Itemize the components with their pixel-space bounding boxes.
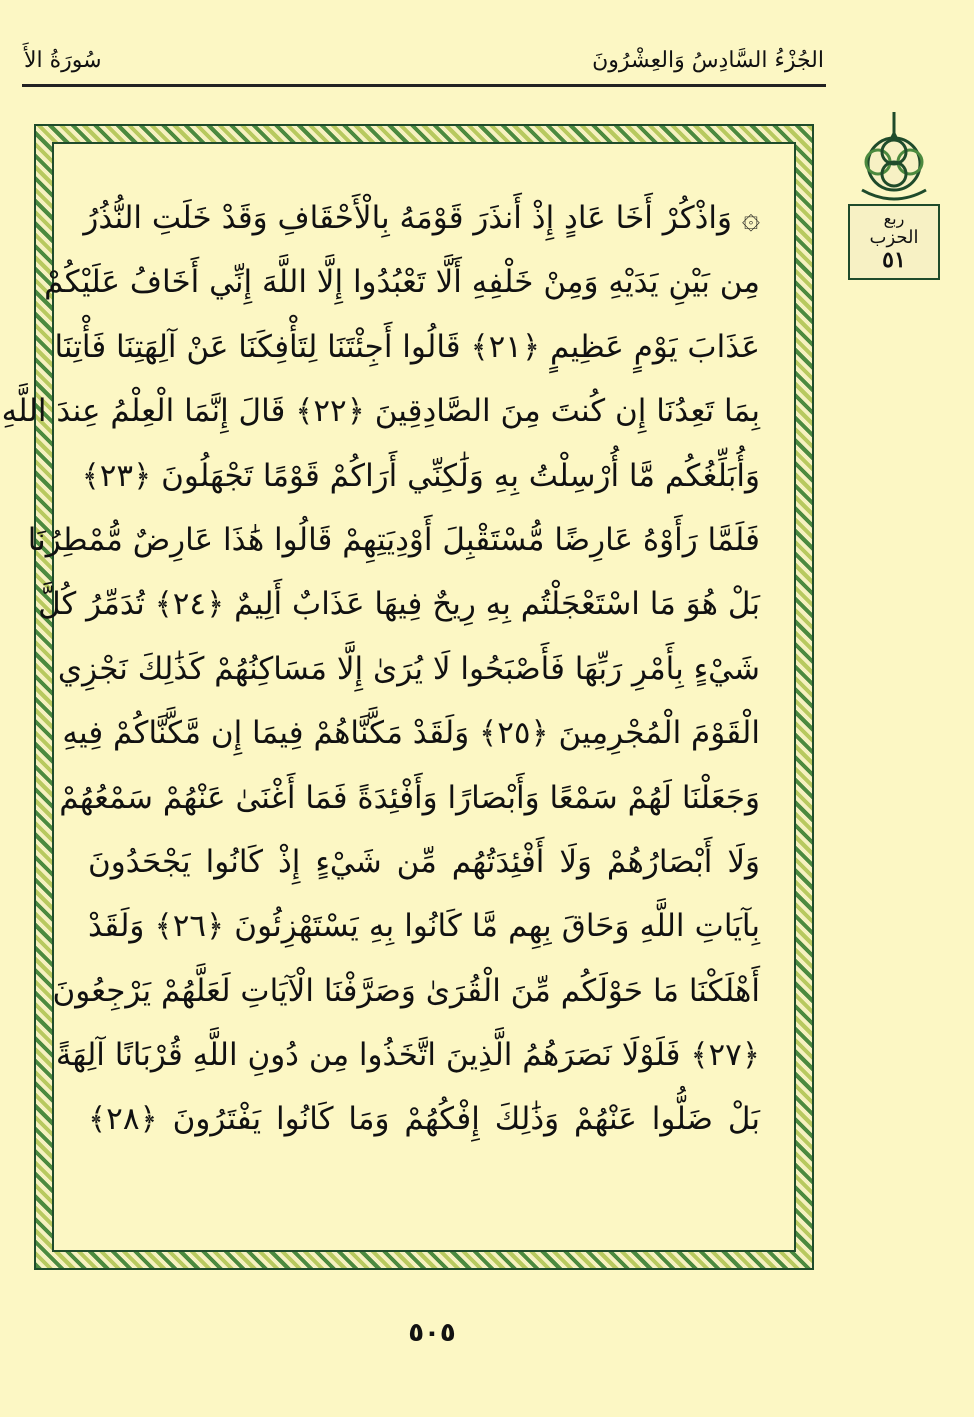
- header-divider: [22, 84, 826, 87]
- surah-title: سُورَةُ الأَ: [24, 48, 102, 73]
- verse-block: [1, 186, 760, 1210]
- text-panel: [1, 142, 796, 1252]
- verse-line: بِمَا تَعِدُنَا إِن كُنتَ مِنَ الصَّادِقِينَ ﴿٢٢﴾ قَالَ إِنَّمَا الْعِلْمُ عِندَ اللَّهِ: [1, 393, 760, 430]
- hizb-box: [848, 204, 940, 280]
- verse-line: وَأُبَلِّغُكُم مَّا أُرْسِلْتُ بِهِ وَلَٰكِنِّي أَرَاكُمْ قَوْمًا تَجْهَلُونَ ﴿٢٣﴾: [81, 457, 760, 494]
- verse-line: ﴿٢٧﴾ فَلَوْلَا نَصَرَهُمُ الَّذِينَ اتَّخَذُوا مِن دُونِ اللَّهِ قُرْبَانًا آلِهَةً: [55, 1037, 760, 1074]
- hizb-quarter-label: ربع: [883, 209, 905, 228]
- hizb-ornament-icon: [848, 112, 940, 204]
- hizb-label: الحزب: [869, 227, 919, 248]
- verse-line: أَهْلَكْنَا مَا حَوْلَكُم مِّنَ الْقُرَىٰ وَصَرَّفْنَا الْآيَاتِ لَعَلَّهُمْ يَرْجِعُونَ: [52, 972, 760, 1009]
- verse-line: بَلْ ضَلُّوا عَنْهُمْ وَذَٰلِكَ إِفْكُهُمْ وَمَا كَانُوا يَفْتَرُونَ ﴿٢٨﴾: [88, 1101, 760, 1138]
- verse-line: عَذَابَ يَوْمٍ عَظِيمٍ ﴿٢١﴾ قَالُوا أَجِئْتَنَا لِتَأْفِكَنَا عَنْ آلِهَتِنَا فَأْتِنَا: [54, 328, 760, 365]
- verse-line: وَلَا أَبْصَارُهُمْ وَلَا أَفْئِدَتُهُم مِّن شَيْءٍ إِذْ كَانُوا يَجْحَدُونَ: [88, 843, 760, 880]
- hizb-number: ٥١: [882, 247, 906, 273]
- verse-line: شَيْءٍ بِأَمْرِ رَبِّهَا فَأَصْبَحُوا لَا يُرَىٰ إِلَّا مَسَاكِنُهُمْ كَذَٰلِكَ نَجْزِي: [57, 650, 760, 687]
- verse-line: الْقَوْمَ الْمُجْرِمِينَ ﴿٢٥﴾ وَلَقَدْ مَكَّنَّاهُمْ فِيمَا إِن مَّكَّنَّاكُمْ فِيهِ: [62, 715, 760, 752]
- verse-line: ۞ وَاذْكُرْ أَخَا عَادٍ إِذْ أَنذَرَ قَوْمَهُ بِالْأَحْقَافِ وَقَدْ خَلَتِ النُّذُرُ: [83, 200, 760, 236]
- page-number: ٥٠٥: [408, 1318, 456, 1348]
- verse-line: وَجَعَلْنَا لَهُمْ سَمْعًا وَأَبْصَارًا وَأَفْئِدَةً فَمَا أَغْنَىٰ عَنْهُمْ سَمْعُهُمْ: [59, 779, 760, 816]
- hizb-marker: [848, 112, 940, 280]
- page-frame: [1, 124, 814, 1270]
- verse-line: مِن بَيْنِ يَدَيْهِ وَمِنْ خَلْفِهِ أَلَّا تَعْبُدُوا إِلَّا اللَّهَ إِنِّي أَخَافُ عَلَيْكُمْ: [44, 264, 760, 301]
- verse-line: فَلَمَّا رَأَوْهُ عَارِضًا مُّسْتَقْبِلَ أَوْدِيَتِهِمْ قَالُوا هَٰذَا عَارِضٌ مُّمْطِرُنَا: [27, 521, 760, 558]
- verse-line: بَلْ هُوَ مَا اسْتَعْجَلْتُم بِهِ رِيحٌ فِيهَا عَذَابٌ أَلِيمٌ ﴿٢٤﴾ تُدَمِّرُ كُلَّ: [38, 586, 760, 623]
- juz-title: الجُزْءُ السَّادِسُ وَالعِشْرُونَ: [592, 48, 824, 73]
- verse-line: بِآيَاتِ اللَّهِ وَحَاقَ بِهِم مَّا كَانُوا بِهِ يَسْتَهْزِئُونَ ﴿٢٦﴾ وَلَقَدْ: [88, 908, 760, 945]
